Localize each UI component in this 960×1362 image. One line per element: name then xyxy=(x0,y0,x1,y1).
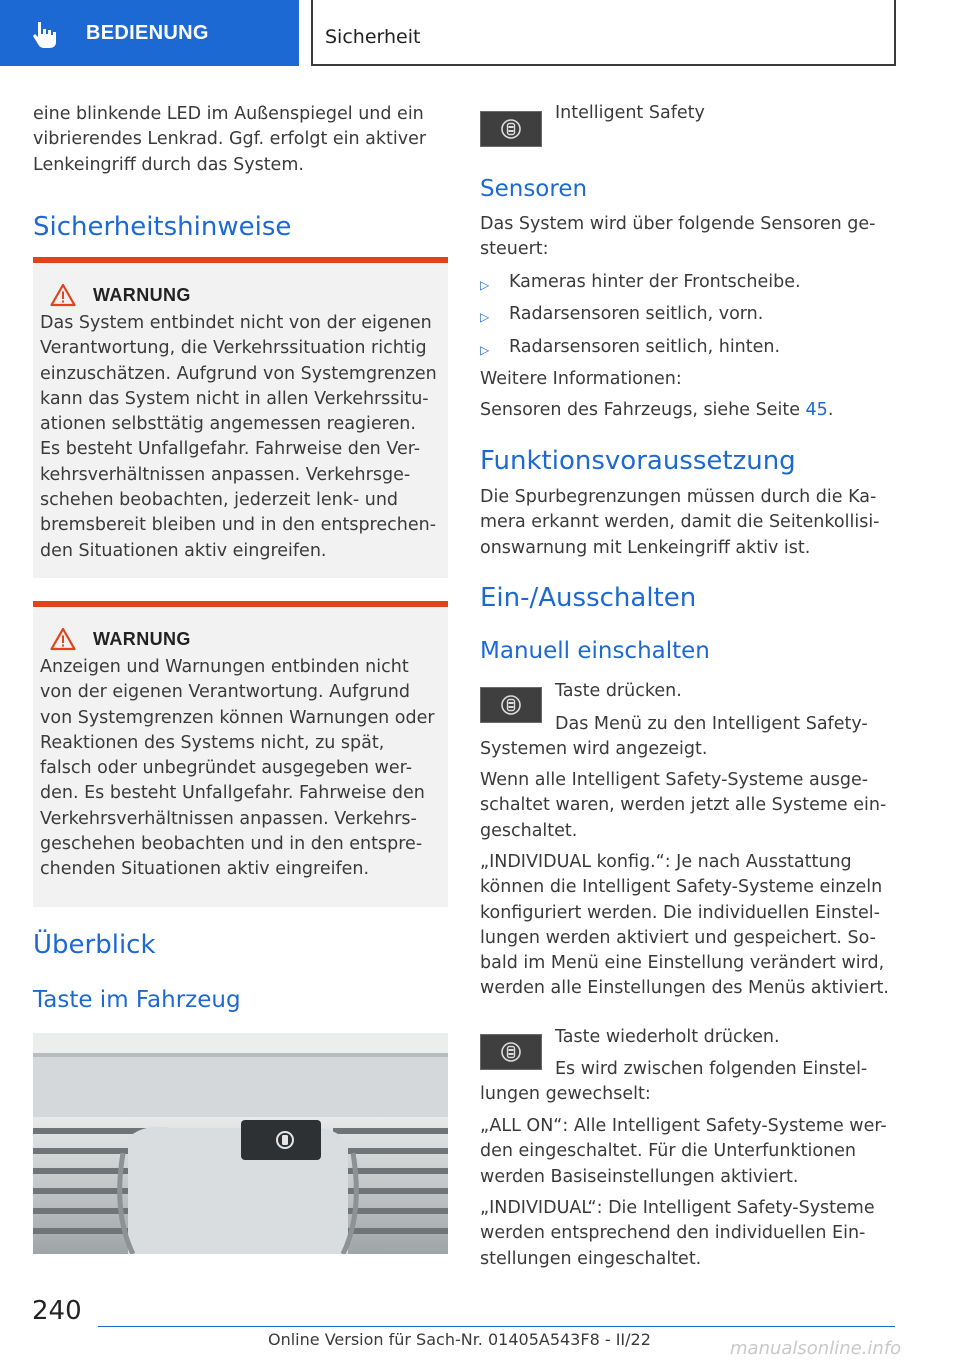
text-line: Die Spurbegrenzungen müssen durch die Ka- xyxy=(480,487,877,507)
text-line: Lenkeingriff durch das System. xyxy=(33,154,304,175)
text-line: einzuschätzen. Aufgrund von Systemgrenzen xyxy=(40,363,437,384)
text-line: bald im Menü eine Einstellung verändert wird, xyxy=(480,953,885,974)
text-line: den eingeschaltet. Für die Unterfunktionen xyxy=(480,1141,856,1162)
page-reference xyxy=(480,398,900,423)
text-line: geschehen beobachten und in den entspre- xyxy=(40,834,423,855)
online-version-text: Online Version für Sach-Nr. 01405A543F8 - II/22 xyxy=(268,1330,651,1349)
warning-box-2 xyxy=(33,601,448,907)
manual-heading: Manuell einschalten xyxy=(480,638,710,664)
text-line: vibrierendes Lenkrad. Ggf. erfolgt ein aktiver xyxy=(33,129,427,150)
text-line: kehrsverhältnissen anpassen. Verkehrsge- xyxy=(40,464,411,485)
text-line: Wenn alle Intelligent Safety-Systeme ausge- xyxy=(480,770,869,790)
sensors-heading: Sensoren xyxy=(480,176,588,202)
page-number: 240 xyxy=(32,1296,82,1326)
car-safety-icon xyxy=(498,118,524,140)
text-line: Das Menü zu den Intelligent Safety- xyxy=(555,714,868,734)
reference-end: . xyxy=(827,400,834,420)
text-line: „ALL ON“: Alle Intelligent Safety-Systeme wer- xyxy=(480,1116,887,1136)
intelligent-safety-button-icon xyxy=(480,111,542,147)
car-safety-icon xyxy=(498,1041,524,1063)
list-item xyxy=(480,335,780,363)
section-header xyxy=(311,0,896,66)
text-line: bremsbereit bleiben und in den entsprechen- xyxy=(40,515,437,536)
text-line: werden Basiseinstellungen aktiviert. xyxy=(480,1166,799,1187)
bullet-triangle-icon: ▷ xyxy=(480,310,490,324)
when-paragraph xyxy=(480,768,900,844)
chapter-label: BEDIENUNG xyxy=(86,22,209,44)
text-line: lungen werden aktiviert und gespeichert. So- xyxy=(480,927,876,948)
text-line: schaltet waren, werden jetzt alle Systeme ein- xyxy=(480,795,887,816)
button-heading: Taste im Fahrzeug xyxy=(33,987,241,1013)
text-line: onswarnung mit Lenkeingriff aktiv ist. xyxy=(480,537,811,558)
text-line: eine blinkende LED im Außenspiegel und ein xyxy=(33,104,424,124)
text-line: den. Es besteht Unfallgefahr. Fahrweise den xyxy=(40,783,425,804)
individual-paragraph xyxy=(480,850,900,1002)
text-line: „INDIVIDUAL konfig.“: Je nach Ausstattung xyxy=(480,852,852,872)
text-line: falsch oder unbegründet ausgegeben wer- xyxy=(40,758,413,779)
page-link[interactable]: 45 xyxy=(805,400,828,420)
list-item xyxy=(480,302,763,330)
press-text: Taste drücken. xyxy=(555,681,682,701)
text-line: konfiguriert werden. Die individuellen Einstel- xyxy=(480,902,880,923)
text-line: Das System entbindet nicht von der eigenen xyxy=(40,313,432,333)
text-line: Systemen wird angezeigt. xyxy=(480,739,708,759)
individual2-paragraph xyxy=(480,1196,900,1272)
list-item-text: Kameras hinter der Frontscheibe. xyxy=(509,272,801,292)
warning-triangle-icon xyxy=(50,283,76,307)
text-line: können die Intelligent Safety-Systeme einzeln xyxy=(480,877,883,898)
text-line: ationen selbsttätig angemessen reagieren. xyxy=(40,414,416,435)
text-line: stellungen eingeschaltet. xyxy=(480,1248,702,1269)
list-item-text: Radarsensoren seitlich, vorn. xyxy=(509,304,764,324)
text-line: kann das System nicht in allen Verkehrssitu- xyxy=(40,388,429,409)
text-line: Verantwortung, die Verkehrssituation richtig xyxy=(40,338,427,359)
warning-box-1 xyxy=(33,257,448,578)
warning-title-text: WARNUNG xyxy=(93,628,191,649)
text-line: werden entsprechend den individuellen Ein- xyxy=(480,1223,866,1244)
safety-heading: Sicherheitshinweise xyxy=(33,212,292,242)
text-line: schehen beobachten, jederzeit lenk- und xyxy=(40,490,399,511)
sensors-intro xyxy=(480,212,900,263)
warning-triangle-icon xyxy=(50,627,76,651)
text-line: Es besteht Unfallgefahr. Fahrweise den Ver- xyxy=(40,439,421,460)
watermark: manualsonline.info xyxy=(730,1338,902,1359)
intelligent-safety-button-icon xyxy=(480,1034,542,1070)
function-paragraph xyxy=(480,485,900,561)
text-line: von Systemgrenzen können Warnungen oder xyxy=(40,707,435,728)
text-line: geschaltet. xyxy=(480,820,578,841)
text-line: von der eigenen Verantwortung. Aufgrund xyxy=(40,682,410,703)
text-line: mera erkannt werden, damit die Seitenkollisi- xyxy=(480,512,880,533)
text-line: lungen gewechselt: xyxy=(480,1084,651,1104)
bullet-triangle-icon: ▷ xyxy=(480,278,490,292)
overview-heading: Überblick xyxy=(33,930,156,960)
intelligent-safety-button-icon xyxy=(480,687,542,723)
warning-title xyxy=(50,627,440,651)
intro-paragraph xyxy=(33,102,448,178)
list-item-text: Radarsensoren seitlich, hinten. xyxy=(509,337,781,357)
warning-title-text: WARNUNG xyxy=(93,284,191,305)
chapter-tab[interactable] xyxy=(0,0,299,66)
more-info: Weitere Informationen: xyxy=(480,369,682,389)
text-line: steuert: xyxy=(480,239,549,260)
onoff-heading: Ein-/Ausschalten xyxy=(480,583,697,613)
section-label: Sicherheit xyxy=(325,26,421,48)
allon-paragraph xyxy=(480,1114,900,1190)
dashboard-vent-image xyxy=(33,1033,448,1254)
text-line: chenden Situationen aktiv eingreifen. xyxy=(40,859,370,880)
press-repeat-text: Taste wiederholt drücken. xyxy=(555,1027,780,1047)
text-line: werden alle Einstellungen des Menüs aktiviert. xyxy=(480,978,889,999)
list-item xyxy=(480,270,801,298)
hand-pointer-icon xyxy=(30,20,66,50)
text-line: Verkehrsverhältnissen anpassen. Verkehrs- xyxy=(40,808,417,829)
car-safety-icon xyxy=(498,694,524,716)
function-heading: Funktionsvoraussetzung xyxy=(480,446,796,476)
bullet-triangle-icon: ▷ xyxy=(480,343,490,357)
text-line: Das System wird über folgende Sensoren ge- xyxy=(480,214,876,234)
text-line: Anzeigen und Warnungen entbinden nicht xyxy=(40,657,409,677)
reference-text: Sensoren des Fahrzeugs, siehe Seite xyxy=(480,400,806,420)
text-line: Es wird zwischen folgenden Einstel- xyxy=(555,1059,868,1079)
text-line: Reaktionen des Systems nicht, zu spät, xyxy=(40,732,385,753)
icon-label: Intelligent Safety xyxy=(555,103,705,123)
footer-divider xyxy=(98,1326,895,1327)
text-line: „INDIVIDUAL“: Die Intelligent Safety-Systeme xyxy=(480,1198,875,1218)
warning-title xyxy=(50,283,440,307)
text-line: den Situationen aktiv eingreifen. xyxy=(40,540,327,561)
vehicle-button-photo xyxy=(33,1033,448,1254)
